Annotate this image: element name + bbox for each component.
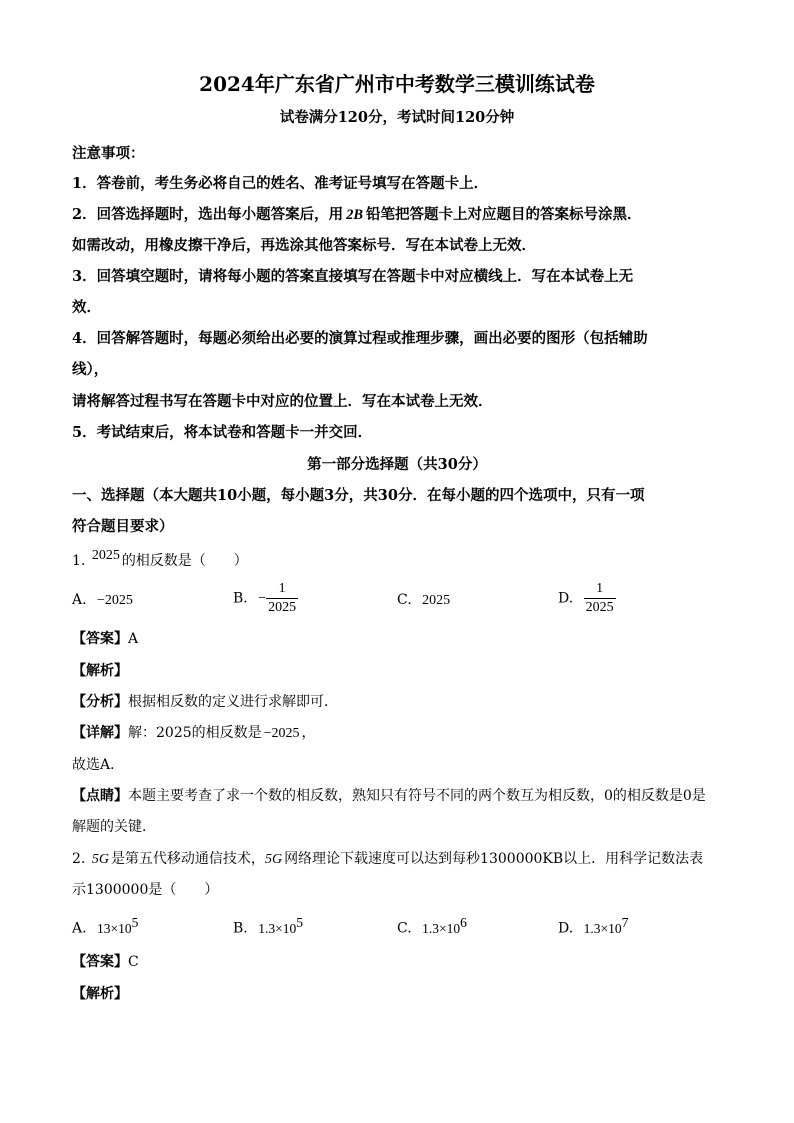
section-heading: 一、选择题（本大题共10小题，每小题3分，共30分．在每小题的四个选项中，只有一项 — [72, 487, 645, 504]
note-3-cont: 效． — [72, 299, 101, 316]
q2-option-c: C. $1.3\times 10^6$ — [397, 915, 467, 937]
q1-option-d-fraction: $\frac{1}{2025}$ — [585, 581, 614, 615]
q1-comment-cont: 解题的关键． — [72, 819, 156, 835]
note-5: 5．考试结束后，将本试卷和答题卡一并交回． — [72, 424, 373, 441]
q1-option-d: D. $\frac{1}{2025}$ — [558, 581, 614, 615]
question-2-cont: 示1300000是（ ） — [72, 882, 219, 898]
note-4: 4．回答解答题时，每题必须给出必要的演算过程或推理步骤，画出必要的图形（包括辅助 — [72, 330, 648, 347]
note-4-cont2: 请将解答过程书写在答题卡中对应的位置上．写在本试卷上无效． — [72, 393, 493, 410]
q1-detail: 【详解】解：2025的相反数是 −2025 ， — [72, 725, 316, 741]
q1-answer: 【答案】A — [72, 631, 139, 647]
note-1: 1．答卷前，考生务必将自己的姓名、准考证号填写在答题卡上． — [72, 175, 489, 192]
q1-value: 2025 — [91, 548, 120, 563]
q2-analysis-tag: 【解析】 — [72, 986, 128, 1002]
q1-choose: 故选A． — [72, 757, 125, 773]
q1-analysis-tag: 【解析】 — [72, 663, 128, 679]
note-2-cont: 如需改动，用橡皮擦干净后，再选涂其他答案标号．写在本试卷上无效． — [72, 237, 536, 254]
note-3: 3．回答填空题时，请将每小题的答案直接填写在答题卡中对应横线上．写在本试卷上无 — [72, 268, 634, 285]
note-4-cont: 线）， — [72, 361, 109, 378]
q1-option-b-fraction: $\frac{1}{2025}$ — [268, 581, 297, 615]
q2-option-a: A. $13\times 10^5$ — [72, 915, 139, 937]
q2-option-b: B. $1.3\times 10^5$ — [233, 915, 303, 937]
q1-option-a: A. −2025 — [72, 592, 133, 608]
note-2: 2．回答选择题时，选出每小题答案后，用 2B 铅笔把答题卡上对应题目的答案标号涂黑． — [72, 206, 642, 223]
exam-info: 试卷满分120分，考试时间120分钟 — [279, 109, 515, 126]
q1-comment: 【点睛】本题主要考查了求一个数的相反数，熟知只有符号不同的两个数互为相反数，0的相反数是0是 — [72, 788, 706, 804]
q1-option-c: C. 2025 — [397, 592, 451, 608]
part1-heading: 第一部分选择题（共30分） — [307, 456, 487, 473]
page-title: 2024年广东省广州市中考数学三模训练试卷 — [199, 72, 595, 96]
q1-fenxi: 【分析】根据相反数的定义进行求解即可． — [72, 694, 338, 710]
q1-option-b: B. − $\frac{1}{2025}$ — [233, 581, 297, 615]
question-2: 2. 5G 是第五代移动通信技术，5G 网络理论下载速度可以达到每秒1300000KB以上．用科学记数法表 — [72, 851, 704, 867]
q2-answer: 【答案】C — [72, 954, 139, 970]
section-heading-cont: 符合题目要求） — [72, 518, 174, 535]
q2-option-d: D. $1.3\times 10^7$ — [558, 915, 629, 937]
notes-heading: 注意事项： — [72, 145, 145, 162]
question-1: 1. 2025 的相反数是（ ） — [72, 548, 248, 569]
